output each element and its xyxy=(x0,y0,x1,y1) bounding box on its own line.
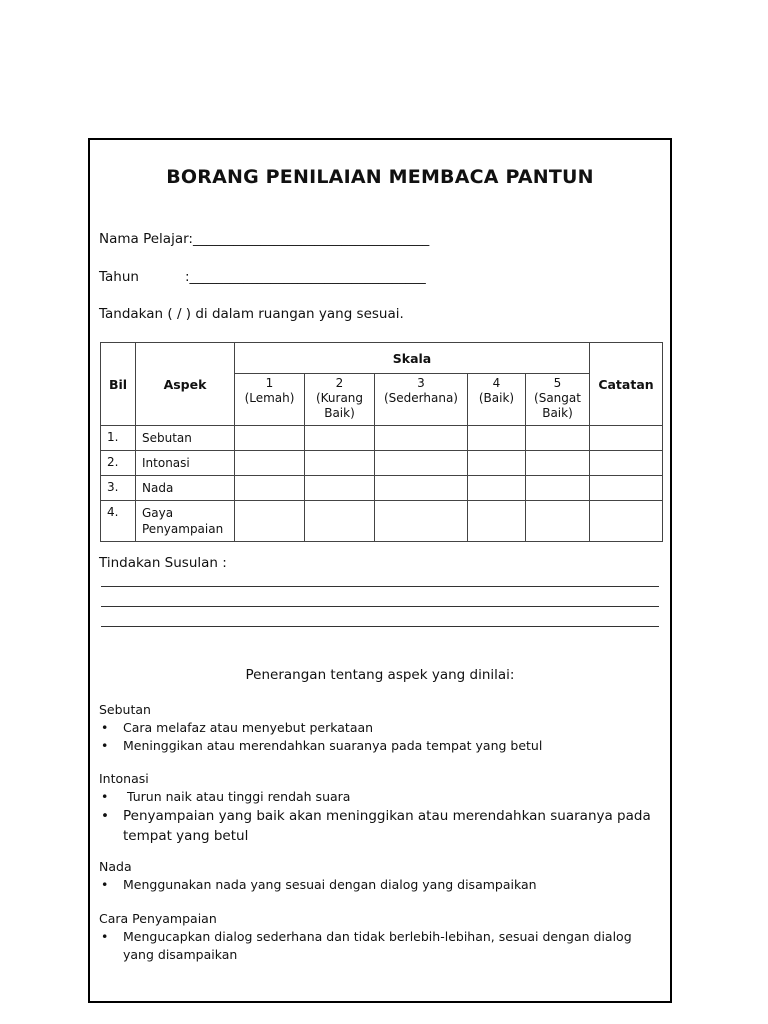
penerangan-title: Penerangan tentang aspek yang dinilai: xyxy=(245,667,515,683)
score-cell[interactable] xyxy=(526,426,590,451)
score-cell[interactable] xyxy=(375,451,468,476)
bullet-icon: • xyxy=(101,808,109,824)
assessment-form xyxy=(88,138,672,1003)
catatan-cell[interactable] xyxy=(590,476,663,501)
table-row xyxy=(101,501,663,542)
section-nada xyxy=(99,858,664,894)
score-cell[interactable] xyxy=(526,476,590,501)
row-bil: 1. xyxy=(101,426,136,451)
score-cell[interactable] xyxy=(468,451,526,476)
tindakan-line-1[interactable] xyxy=(101,586,659,587)
rubric-table xyxy=(100,342,663,542)
nama-pelajar-field[interactable]: Nama Pelajar:___________________________________ xyxy=(99,231,430,247)
catatan-cell[interactable] xyxy=(590,426,663,451)
form-title: BORANG PENILAIAN MEMBACA PANTUN xyxy=(166,166,594,188)
list-item: • Meninggikan atau merendahkan suaranya pada tempat yang betul xyxy=(101,738,543,753)
bullet-icon: • xyxy=(101,738,109,753)
row-aspek: Sebutan xyxy=(136,426,235,451)
score-cell[interactable] xyxy=(468,426,526,451)
header-aspek: Aspek xyxy=(136,343,235,426)
score-cell[interactable] xyxy=(235,501,305,542)
scale-4-header: 4 (Baik) xyxy=(468,374,526,426)
table-row xyxy=(101,426,663,451)
list-item: • Mengucapkan dialog sederhana dan tidak berlebih-lebihan, sesuai dengan dialog yang disampaikan xyxy=(101,929,632,962)
header-bil: Bil xyxy=(101,343,136,426)
tindakan-line-3[interactable] xyxy=(101,626,659,627)
catatan-cell[interactable] xyxy=(590,451,663,476)
header-skala: Skala xyxy=(235,343,590,374)
score-cell[interactable] xyxy=(526,501,590,542)
tindakan-line-2[interactable] xyxy=(101,606,659,607)
score-cell[interactable] xyxy=(305,451,375,476)
table-row xyxy=(101,476,663,501)
row-bil: 2. xyxy=(101,451,136,476)
row-aspek: Nada xyxy=(136,476,235,501)
tahun-field[interactable] xyxy=(99,269,426,285)
bullet-icon: • xyxy=(101,877,109,892)
row-bil: 3. xyxy=(101,476,136,501)
bullet-icon: • xyxy=(101,789,109,804)
score-cell[interactable] xyxy=(235,426,305,451)
score-cell[interactable] xyxy=(305,501,375,542)
row-aspek: Intonasi xyxy=(136,451,235,476)
row-aspek: Gaya Penyampaian xyxy=(136,501,235,542)
instruction-text: Tandakan ( / ) di dalam ruangan yang sesuai. xyxy=(99,306,404,322)
section-heading: Cara Penyampaian xyxy=(99,911,217,926)
list-item: • Turun naik atau tinggi rendah suara xyxy=(101,789,351,804)
section-heading: Sebutan xyxy=(99,702,151,717)
scale-1-header: 1 (Lemah) xyxy=(235,374,305,426)
score-cell[interactable] xyxy=(305,426,375,451)
score-cell[interactable] xyxy=(375,501,468,542)
list-item: • Cara melafaz atau menyebut perkataan xyxy=(101,720,374,735)
list-item: • Menggunakan nada yang sesuai dengan dialog yang disampaikan xyxy=(101,877,537,892)
catatan-cell[interactable] xyxy=(590,501,663,542)
tindakan-susulan-label: Tindakan Susulan : xyxy=(99,555,227,571)
score-cell[interactable] xyxy=(526,451,590,476)
header-catatan: Catatan xyxy=(590,343,663,426)
list-item: • Penyampaian yang baik akan meninggikan atau merendahkan suaranya pada tempat yang betul xyxy=(101,808,651,844)
bullet-icon: • xyxy=(101,720,109,735)
section-cara-penyampaian xyxy=(99,910,664,964)
scale-5-header: 5 (Sangat Baik) xyxy=(526,374,590,426)
score-cell[interactable] xyxy=(375,426,468,451)
scale-3-header: 3 (Sederhana) xyxy=(375,374,468,426)
score-cell[interactable] xyxy=(305,476,375,501)
score-cell[interactable] xyxy=(468,476,526,501)
score-cell[interactable] xyxy=(235,476,305,501)
scale-2-header: 2 (Kurang Baik) xyxy=(305,374,375,426)
row-bil: 4. xyxy=(101,501,136,542)
section-sebutan xyxy=(99,701,664,755)
section-heading: Nada xyxy=(99,859,132,874)
bullet-icon: • xyxy=(101,929,109,944)
section-heading: Intonasi xyxy=(99,771,149,786)
table-row xyxy=(101,451,663,476)
score-cell[interactable] xyxy=(235,451,305,476)
score-cell[interactable] xyxy=(468,501,526,542)
tahun-blank[interactable]: :___________________________________ xyxy=(185,269,426,285)
section-intonasi xyxy=(99,770,664,846)
tahun-label: Tahun xyxy=(99,269,139,285)
score-cell[interactable] xyxy=(375,476,468,501)
